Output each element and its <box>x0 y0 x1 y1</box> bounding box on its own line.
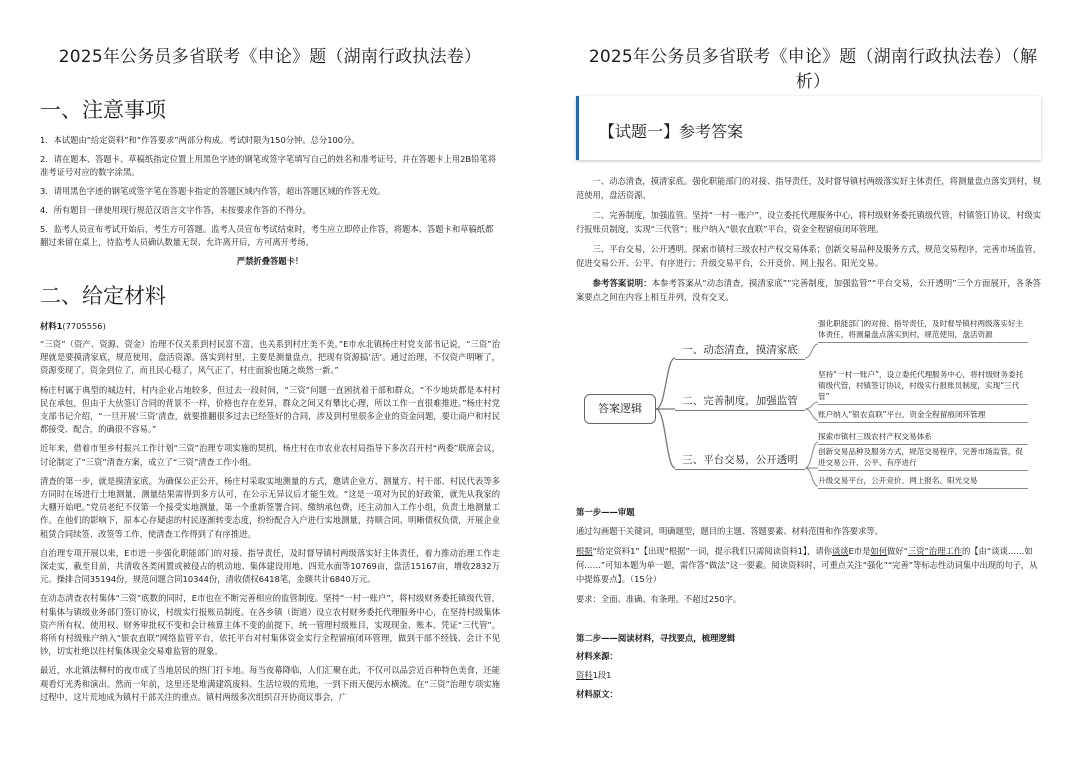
answer-title-box <box>576 96 1041 160</box>
question-keyword: 如何 <box>870 546 887 556</box>
material-label <box>40 320 500 332</box>
material-paragraph: 杨庄村属于典型的城边村，村内企业占地较多，但过去一段时间，“三资”问题一直困扰着干部和群众。“不少地块都是本村村民在承包，但由于大伙签订合同的背景不一样，价格也存在差异，群众之间又有攀比心理，所以工作一直很难推进。”杨庄村党支部书记介绍，“一旦开展‘三资’清查，就要推翻很多过去已经签好的合同，涉及到村里很多企业的资金问题，要让商户和村民都接受、配合，的确很不容易。” <box>40 384 500 435</box>
answer-note-text: 本参考答案从“动态清查，摸清家底”“完善制度，加强监管”“平台交易，公开透明”三个方面展开，各条答案要点之间在内容上相互并列，没有交叉。 <box>576 278 1041 302</box>
material-paragraph: 清查的第一步，就是摸清家底。为确保公正公开，杨庄村采取实地测量的方式，邀请企业方、测量方、村干部、村民代表等多方同时在场进行土地测量，测量结果需得到多方认可，在公示无异议后才能生效。“这是一项对为民的好政策，就先从我家的大棚开始吧。”党员老纪不仅第一个接受实地测量，第一个重新签署合同、缴纳承包费，还主动加入工作小组，负责土地测量工作。在他们的影响下，原本心存疑虑的村民逐渐转变态度，纷纷配合入户进行实地测量，持顺合同、明晰债权负债，开展企业租赁合同续签、改签等工作，使清查工作得到了有序推进。 <box>40 475 500 539</box>
answer-note-label: 参考答案说明： <box>592 278 652 288</box>
notice-list <box>40 134 500 268</box>
material-code: (7705556) <box>62 321 106 331</box>
question-text <box>576 544 1041 586</box>
answer-point: 二、完善制度，加强监管。坚持“一村一账户”，设立委托代理服务中心，将村级财务委托镇级代管，村镇签订协议，村级实行报账员制度，实现“三代管”；账户纳入“银农直联”平台，资金全程留痕闭环管理。 <box>576 210 1041 234</box>
question-text-part: 的【由“谈谈……如何……”可知本题为单一题，需作答“做法”这一要素。阅读资料时，可重点关注“强化”“完善”等标志性动词集中出现的句子，从中提炼要点】。（15分） <box>576 546 1038 584</box>
answer-point: 一、动态清查，摸清家底。强化职能部门的对接、指导责任，及时督导镇村两级落实好主体责任，将测量盘点落实到村，规范使用，盘活资源。 <box>576 176 1041 200</box>
notice-item: 1．本试题由“给定资料”和“作答要求”两部分构成。考试时限为150分钟。总分100分。 <box>40 135 360 145</box>
source-ref <box>576 668 1041 682</box>
answer-title: 【试题一】参考答案 <box>599 122 744 141</box>
mindmap-leaf: 账户纳入“银农直联”平台，资金全程留痕闭环管理 <box>818 409 1028 423</box>
step1-text: 通过勾画题干关键词，明确题型，题目的主题、答题要素、材料范围和作答要求等。 <box>576 526 883 536</box>
question-text-part: 做好“ <box>887 546 908 556</box>
question-keyword: 谈谈 <box>831 546 849 556</box>
question-keyword: 根据 <box>576 546 593 556</box>
mindmap-branch: 三、平台交易，公开透明 <box>675 450 805 470</box>
notice-item: 4．所有题目一律使用现行规范汉语言文字作答，未按要求作答的不得分。 <box>40 205 311 215</box>
mindmap-branch: 二、完善制度，加强监管 <box>675 391 805 411</box>
material-heading: 二、给定材料 <box>40 284 166 308</box>
connector-branch1-leaf <box>805 344 818 358</box>
connector-root-branch1 <box>656 358 675 409</box>
source-link[interactable]: 资料 <box>576 670 593 680</box>
requirement-text: 要求：全面、准确、有条理。不超过250字。 <box>576 594 742 604</box>
step2-title: 第二步——阅读材料，寻找要点，梳理逻辑 <box>576 633 736 643</box>
answer-point: 三、平台交易，公开透明。探索市镇村三级农村产权交易体系；创新交易品种及服务方式，规范交易程序，完善市场监管，促进交易公开、公平、有序进行；升级交易平台，公开竞价、网上报名、阳光交易。 <box>576 244 1041 268</box>
notice-item: 3．请用黑色字迹的钢笔或签字笔在答题卡指定的答题区域内作答，超出答题区域的作答无效。 <box>40 186 386 196</box>
mindmap-leaf: 创新交易品种及服务方式，规范交易程序，完善市场监管，促进交易公开、公平、有序进行 <box>818 446 1028 471</box>
material-paragraph: 在动态清查农村集体“三资”底数的同时，E市也在不断完善相应的监管制度。坚持“一村一账户”，将村级财务委托镇级代管，村集体与镇级业务部门签订协议，村级实行报账员制度。在各乡镇（街道）设立农村财务委托代理服务中心，在坚持村级集体资产所有权、使用权、财务审批权不变和会计核算主体不变的前提下，统一管理村级账目，实现现金、账本、凭证“三代管”。将所有村级账户纳入“银农直联”网络监管平台，依托平台对村集体资金实行全程留痕闭环管理，做到干部不经钱、会计不见钞，切实杜绝以往村集体现金交易难监管的现象。 <box>40 593 500 657</box>
right-doc-title: 2025年公务员多省联考《申论》题（湖南行政执法卷）（解析） <box>588 47 1038 92</box>
source-label: 材料来源： <box>576 651 618 661</box>
answer-logic-mindmap <box>576 314 1046 492</box>
mindmap-root: 答案逻辑 <box>584 394 656 424</box>
material-paragraph: 近年来，借着市里乡村振兴工作计划“三资”治理专项实施的契机，杨庄村在市农业农村局指导下多次召开村“两委”联席会议，讨论制定了“三资”清查方案，成立了“三资”清查工作小组。 <box>40 443 500 467</box>
answer-note <box>576 276 1041 304</box>
question-keyword: 三资”治理工作 <box>907 546 962 556</box>
mindmap-leaf: 升级交易平台，公开竞价、网上报名、阳光交易 <box>818 475 1028 489</box>
notice-warning: 严禁折叠答题卡！ <box>236 256 304 266</box>
question-text-part: E市是 <box>848 546 871 556</box>
mindmap-branch: 一、动态清查，摸清家底 <box>675 340 805 360</box>
question-text-part: “给定资料1”【出现“根据”一词，提示我们只需阅读资料1】，请你 <box>592 546 832 556</box>
original-label: 材料原文： <box>576 689 618 699</box>
material-paragraph: “三资”（资产、资源、资金）治理不仅关系到村民富不富，也关系到村庄美不美。”E市水北镇杨庄村党支部书记说，“三资”治理就是要摸清家底，规范使用，盘活资源。落实到村里，主要是测量盘点，把现有资源搞‘活’。通过治理，不仅资产明晰了，资源变现了，资金到位了，而且民心稳了，风气正了，村庄面貌也随之焕然一新。” <box>40 339 500 376</box>
notice-section <box>40 94 500 274</box>
notice-heading: 一、注意事项 <box>40 98 166 122</box>
mindmap-leaf: 坚持“一村一账户”，设立委托代理服务中心，将村级财务委托镇级代管，村镇签订协议，村级实行报账员制度，实现“三代管” <box>818 369 1028 405</box>
connector-branch2-leaf1 <box>805 402 818 409</box>
material-paragraph: 最近，水北镇法柳村的夜市成了当地居民的热门打卡地。每当夜幕降临，人们汇聚在此，不仅可以品尝近百种特色美食，还能观看灯光秀和演出。然而一年前，这里还是堆满建筑废料、生活垃圾的荒地，一到下雨天便污水横流。在“三资”治理专项实施过程中，这片荒地成为镇村干部关注的重点。镇村两级多次组织召开协商议事会，广 <box>40 665 500 702</box>
connector-branch3-leaf3 <box>805 468 818 486</box>
answer-section <box>576 174 1041 310</box>
mindmap-leaf: 探索市镇村三级农村产权交易体系 <box>818 431 1028 445</box>
analysis-steps <box>576 506 1041 706</box>
left-doc-title: 2025年公务员多省联考《申论》题（湖南行政执法卷） <box>58 47 482 67</box>
step1-title: 第一步——审题 <box>576 507 635 517</box>
material-paragraph: 自治理专项开展以来，E市进一步强化职能部门的对接、指导责任，及时督导镇村两级落实好主体责任，着力推动治理工作走深走实，截至目前，共清收各类闲置或被侵占的机动地、集体建设用地、四荒水面等10769亩，盘活15167亩，增收2832万元。操排合同35194份，规范问题合同10344份，清收债权6418笔，金额共计6840万元。 <box>40 547 500 585</box>
source-rest: 1段1 <box>592 670 612 680</box>
connector-branch2-leaf2 <box>805 409 818 420</box>
connector-branch3-leaf1 <box>805 442 818 468</box>
mindmap-leaf: 强化职能部门的对接、指导责任，及时督导镇村两级落实好主体责任，将测量盘点落实到村，规范使用，盘活资源 <box>818 318 1028 343</box>
material-label-text: 材料1 <box>40 321 63 331</box>
notice-item: 2．请在题本、答题卡、草稿纸指定位置上用黑色字迹的钢笔或签字笔填写自己的姓名和准考证号，并在答题卡上用2B铅笔将准考证号对应的数字涂黑。 <box>40 154 496 177</box>
connector-root-branch3 <box>656 409 675 468</box>
material-section <box>40 280 500 710</box>
notice-item: 5．监考人员宣布考试开始后，考生方可答题。监考人员宣布考试结束时，考生应立即停止作答，将题本、答题卡和草稿纸都翻过来留在桌上，待监考人员确认数量无误、允许离开后，方可离开考场。 <box>40 224 494 247</box>
